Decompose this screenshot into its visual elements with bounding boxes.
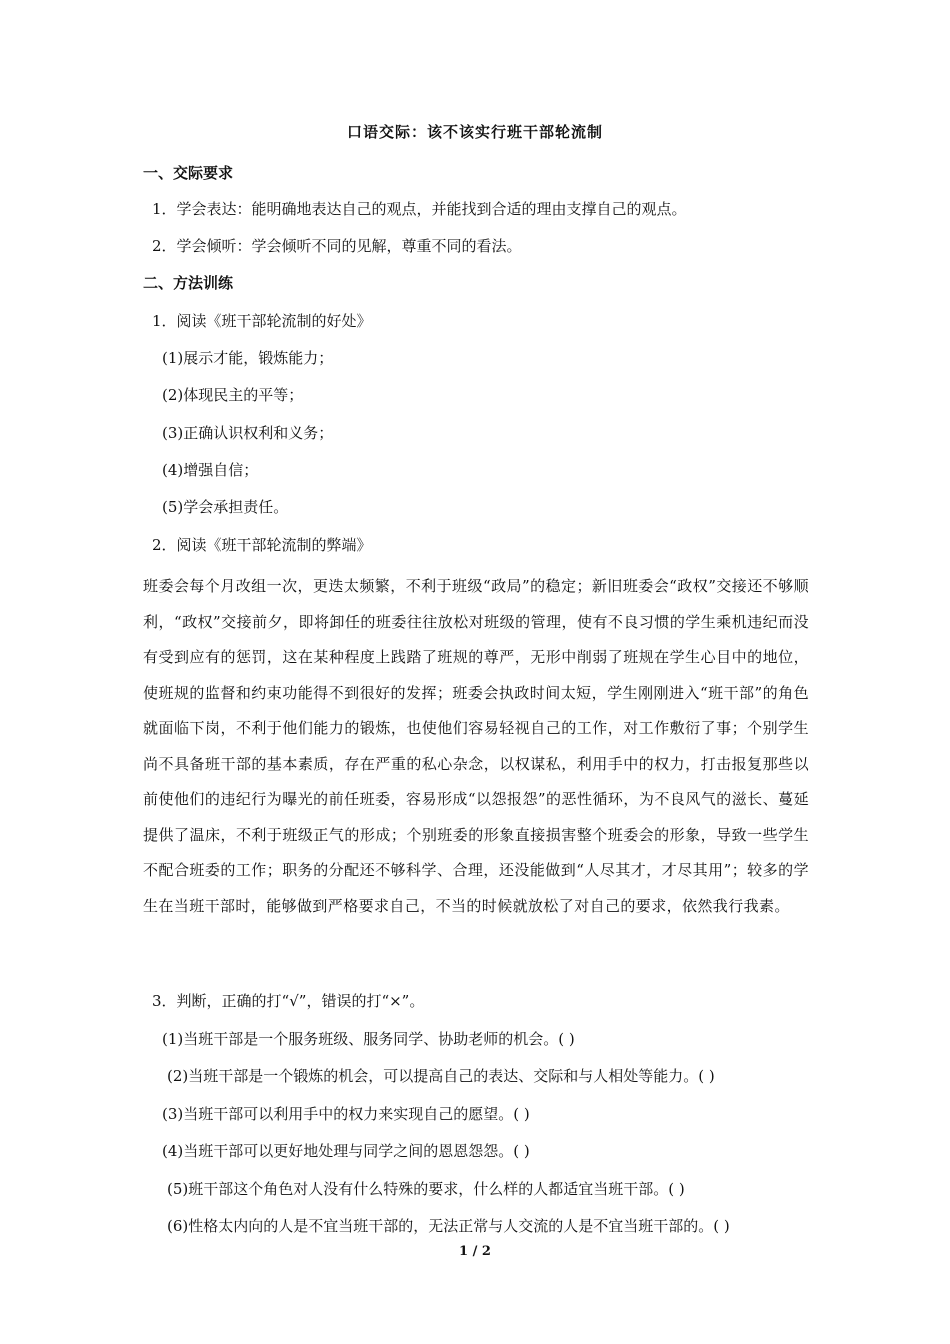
list-item: (2)体现民主的平等； [162, 386, 304, 404]
section-heading-training: 二、方法训练 [143, 274, 234, 292]
requirement-item: 1．学会表达：能明确地表达自己的观点，并能找到合适的理由支撑自己的观点。 [152, 200, 687, 218]
reading-title-drawbacks: 2．阅读《班干部轮流制的弊端》 [152, 536, 372, 554]
list-item: (3)正确认识权利和义务； [162, 424, 334, 442]
judge-instructions: 3．判断，正确的打“√”，错误的打“×”。 [152, 992, 425, 1010]
list-item: (1)展示才能，锻炼能力； [162, 349, 334, 367]
list-item: (4)增强自信； [162, 461, 259, 479]
judge-item: (2)当班干部是一个锻炼的机会，可以提高自己的表达、交际和与人相处等能力。( ) [167, 1067, 715, 1085]
page-number: 1 / 2 [459, 1244, 491, 1259]
judge-item: (1)当班干部是一个服务班级、服务同学、协助老师的机会。( ) [162, 1030, 575, 1048]
judge-item: (6)性格太内向的人是不宜当班干部的，无法正常与人交流的人是不宜当班干部的。( ) [167, 1217, 730, 1235]
judge-item: (3)当班干部可以利用手中的权力来实现自己的愿望。( ) [162, 1105, 530, 1123]
reading-title-benefits: 1．阅读《班干部轮流制的好处》 [152, 312, 372, 330]
requirement-item: 2．学会倾听：学会倾听不同的见解，尊重不同的看法。 [152, 237, 522, 255]
list-item: (5)学会承担责任。 [162, 498, 289, 516]
section-heading-requirements: 一、交际要求 [143, 164, 234, 182]
drawbacks-paragraph: 班委会每个月改组一次，更迭太频繁，不利于班级“政局”的稳定；新旧班委会“政权”交接还不够顺利，“政权”交接前夕，即将卸任的班委往往放松对班级的管理，使有不良习惯的学生乘机违纪而没有受到应有的惩罚，这在某种程度上践踏了班规的尊严，无形中削弱了班规在学生心目中的地位，使班规的监督和约束功能得不到很好的发挥；班委会执政时间太短，学生刚刚进入“班干部”的角色就面临下岗，不利于他们能力的锻炼，也使他们容易轻视自己的工作，对工作敷衍了事；个别学生尚不具备班干部的基本素质，存在严重的私心杂念，以权谋私，利用手中的权力，打击报复那些以前使他们的违纪行为曝光的前任班委，容易形成“以怨报怨”的恶性循环，为不良风气的滋长、蔓延提供了温床，不利于班级正气的形成；个别班委的形象直接损害整个班委会的形象，导致一些学生不配合班委的工作；职务的分配还不够科学、合理，还没能做到“人尽其才，才尽其用”；较多的学生在当班干部时，能够做到严格要求自己，不当的时候就放松了对自己的要求，依然我行我素。 [143, 577, 809, 915]
judge-item: (4)当班干部可以更好地处理与同学之间的恩恩怨怨。( ) [162, 1142, 530, 1160]
judge-item: (5)班干部这个角色对人没有什么特殊的要求，什么样的人都适宜当班干部。( ) [167, 1180, 685, 1198]
page-title: 口语交际：该不该实行班干部轮流制 [346, 123, 603, 141]
